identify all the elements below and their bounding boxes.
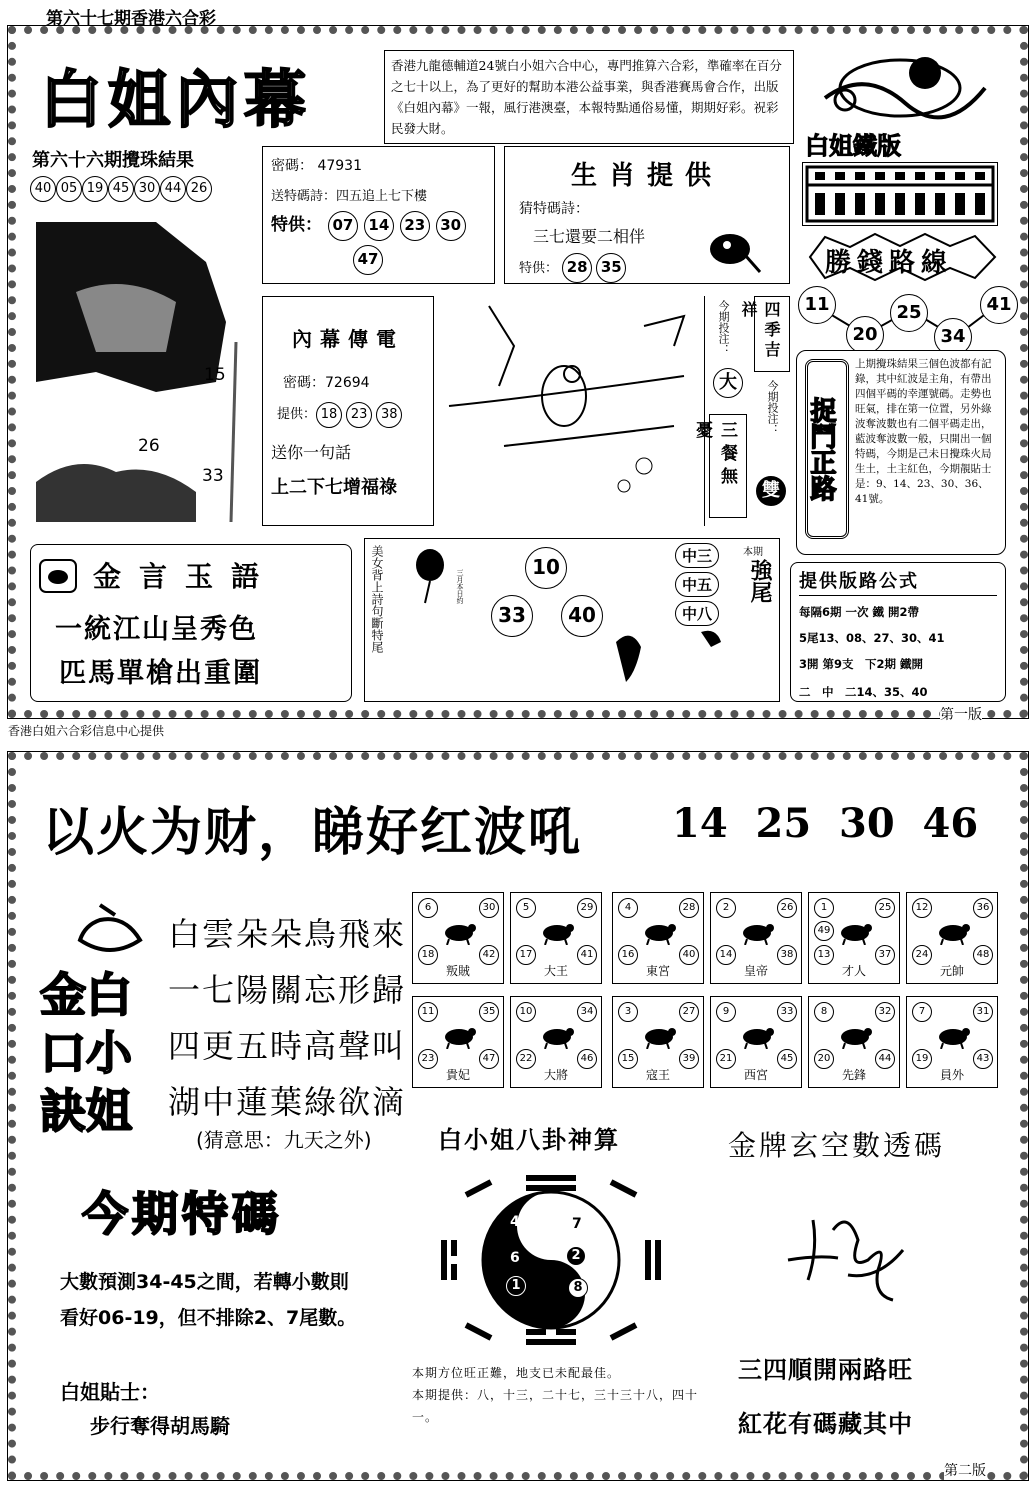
- headline-numbers: 14 25 30 46: [672, 800, 979, 847]
- zodiac-number: 44: [875, 1049, 895, 1069]
- zodiac-poem-label: 猜特碼詩：: [519, 201, 589, 217]
- zodiac-card: [612, 996, 704, 1088]
- zodiac-number: 36: [973, 898, 993, 918]
- zodiac-card: [808, 996, 900, 1088]
- formula-box: [790, 562, 1006, 702]
- zhong-item: 中三: [675, 543, 719, 568]
- zodiac-card: [412, 996, 504, 1088]
- zodiac-special-label: 特供：: [519, 261, 559, 276]
- zodiac-number: 45: [777, 1049, 797, 1069]
- poem-label: 送特碼詩：: [271, 189, 337, 204]
- zodiac-number: 3: [618, 1002, 638, 1022]
- zodiac-animal-icon: [837, 1023, 873, 1049]
- zodiac-number: 48: [973, 945, 993, 965]
- zodiac-number: 6: [418, 898, 438, 918]
- photo-number: 26: [138, 436, 160, 456]
- zodiac-number: 7: [912, 1002, 932, 1022]
- zhong-list: [675, 543, 719, 626]
- zodiac-number: 37: [875, 945, 895, 965]
- zodiac-animal-icon: [539, 919, 575, 945]
- money-road-header: [800, 232, 1000, 282]
- zodiac-name: 大王: [543, 964, 568, 978]
- beauty-box: [364, 538, 780, 702]
- zhong-item: 中五: [675, 572, 719, 597]
- poem-line: 白雲朵朵鳥飛來: [168, 915, 407, 953]
- strong-tail: 強尾: [747, 559, 773, 603]
- ink-lady-icon: [405, 545, 455, 605]
- bet-big: 大: [713, 368, 743, 398]
- zodiac-number: 35: [479, 1002, 499, 1022]
- road-ball: 20: [846, 316, 884, 354]
- zodiac-number: 28: [679, 898, 699, 918]
- zodiac-number: 23: [418, 1049, 438, 1069]
- special-label: 特供：: [271, 215, 322, 235]
- inside-ball: 18: [316, 402, 342, 428]
- gold-ingot-icon: [39, 559, 77, 593]
- money-road-title: 勝錢路線: [825, 248, 954, 278]
- zodiac-poem: 三七還要二相伴: [533, 227, 646, 246]
- poem-line: 四更五時高聲叫: [168, 1027, 407, 1065]
- special-ball: 23: [400, 211, 430, 241]
- issue-title: 第六十七期香港六合彩: [46, 9, 216, 29]
- zodiac-card: [710, 996, 802, 1088]
- bet-label-1: 今期投注：: [717, 300, 730, 355]
- zodiac-number: 14: [716, 945, 736, 965]
- zodiac-animal-icon: [641, 919, 677, 945]
- intro-text: 香港九龍德輔道24號白小姐六合中心，專門推算六合彩，準確率在百分之七十以上，為了更好的幫助本港公益事業，與香港賽馬會合作，出版《白姐內幕》一報，風行港澳臺，本報特點通俗易懂，期期好彩。祝彩民發大財。: [391, 58, 782, 136]
- secret-hint: (猜意思：九天之外): [196, 1128, 372, 1152]
- zodiac-animal-icon: [935, 919, 971, 945]
- special-ball: 07: [328, 211, 358, 241]
- zodiac-name: 東宮: [645, 964, 670, 978]
- zodiac-card: [510, 996, 602, 1088]
- bagua-number: 1: [506, 1276, 526, 1296]
- catch-title: 捉鬥正路: [805, 359, 849, 539]
- zodiac-number: 1: [814, 898, 834, 918]
- zodiac-animal-icon: [539, 1023, 575, 1049]
- inside-phrase: 上二下七增福祿: [271, 477, 397, 498]
- zodiac-number: 40: [679, 945, 699, 965]
- special-ball: 14: [364, 211, 394, 241]
- strong-label: 本期: [743, 547, 763, 558]
- bagua-diagram: [436, 1170, 666, 1350]
- zodiac-number: 9: [716, 1002, 736, 1022]
- formula-line-3: 3開 第9支 下2期 鐵開: [799, 657, 924, 671]
- zodiac-name: 先鋒: [841, 1068, 866, 1082]
- special-text: 大數預測34-45之間，若轉小數則看好06-19，但不排除2、7尾數。: [60, 1271, 357, 1329]
- zodiac-card: [710, 892, 802, 984]
- yin-yang-icon: [436, 1170, 666, 1350]
- zodiac-name: 大將: [543, 1068, 568, 1082]
- zodiac-name: 皇帝: [743, 964, 768, 978]
- zodiac-number: 21: [716, 1049, 736, 1069]
- road-ball: 34: [934, 318, 972, 356]
- gold-line-2: 紅花有碼藏其中: [738, 1410, 913, 1438]
- zodiac-animal-icon: [935, 1023, 971, 1049]
- bird-painting: [444, 296, 696, 526]
- snake-icon: [705, 227, 765, 277]
- zodiac-number: 25: [875, 898, 895, 918]
- catch-text: 上期攪珠結果三個色波都有記錄，其中紅波是主角，有帶出四個平碼的幸運號碼。走勢也旺氣，排在第一位置，另外綠波奪波數也有二個平碼走出，藍波奪波數一般，只開出一個特碼，今期是己未日攪珠火局生土，土主紅色，今期靚貼士是：9、14、23、30、36、41號。: [855, 358, 992, 505]
- zodiac-animal-icon: [441, 1023, 477, 1049]
- zodiac-number: 4: [618, 898, 638, 918]
- bagua-title: 白小姐八卦神算: [438, 1126, 620, 1154]
- bet-column-2: [739, 296, 792, 526]
- zodiac-number: 49: [814, 921, 834, 941]
- zodiac-name: 叛賊: [445, 964, 470, 978]
- zodiac-number: 46: [577, 1049, 597, 1069]
- zodiac-number: 24: [912, 945, 932, 965]
- zodiac-number: 34: [577, 1002, 597, 1022]
- zodiac-number: 32: [875, 1002, 895, 1022]
- bagua-number: 7: [572, 1216, 582, 1232]
- bagua-number: 6: [510, 1250, 520, 1266]
- zodiac-card: [612, 892, 704, 984]
- zodiac-card: [808, 892, 900, 984]
- zodiac-number: 41: [577, 945, 597, 965]
- headline: 以火为财，睇好红波吼: [42, 803, 583, 863]
- zodiac-number: 31: [973, 1002, 993, 1022]
- zodiac-number: 5: [516, 898, 536, 918]
- bagua-number: 4: [510, 1214, 520, 1230]
- zodiac-number: 17: [516, 945, 536, 965]
- zodiac-number: 16: [618, 945, 638, 965]
- zodiac-number: 18: [418, 945, 438, 965]
- zodiac-name: 西宮: [743, 1068, 768, 1082]
- special-ball: 47: [353, 245, 383, 275]
- zodiac-card: [906, 996, 998, 1088]
- zodiac-ball: 28: [562, 253, 592, 283]
- zodiac-animal-icon: [837, 919, 873, 945]
- result-ball: 05: [56, 176, 82, 202]
- last-results-title: 第六十六期攪珠結果: [32, 150, 194, 171]
- zodiac-number: 12: [912, 898, 932, 918]
- signature-image: [778, 1200, 908, 1310]
- bagua-text: [412, 1362, 712, 1428]
- gold-line-1: 三四順開兩路旺: [738, 1356, 913, 1384]
- result-ball: 45: [108, 176, 134, 202]
- inside-code: 72694: [325, 375, 370, 391]
- ingot-swirl-icon: [70, 900, 150, 960]
- zodiac-name: 才人: [841, 964, 866, 978]
- special-title: 今期特碼: [82, 1187, 282, 1241]
- secret-logo: 金白口小訣姐: [40, 968, 132, 1138]
- road-ball: 25: [890, 294, 928, 332]
- page-two-label: 第二版: [944, 1460, 986, 1480]
- zodiac-number: 22: [516, 1049, 536, 1069]
- result-ball: 44: [160, 176, 186, 202]
- inside-provide-label: 提供：: [277, 407, 317, 422]
- secret-poem: [168, 906, 406, 1130]
- code-box: [262, 146, 495, 284]
- zodiac-number: 29: [577, 898, 597, 918]
- result-ball: 26: [186, 176, 212, 202]
- result-ball: 40: [30, 176, 56, 202]
- zodiac-number: 2: [716, 898, 736, 918]
- zodiac-number: 38: [777, 945, 797, 965]
- abacus: [802, 162, 998, 226]
- zodiac-number: 8: [814, 1002, 834, 1022]
- beauty-ball: 10: [525, 547, 567, 589]
- poem-text: 四五追上七下樓: [336, 189, 428, 204]
- zodiac-name: 寇王: [645, 1068, 670, 1082]
- poem-line: 一七陽關忘形歸: [168, 971, 407, 1009]
- golden-line-2: 匹馬單槍出重圍: [59, 658, 262, 689]
- zodiac-number: 33: [777, 1002, 797, 1022]
- zodiac-number: 47: [479, 1049, 499, 1069]
- bet-label-2: 今期投注：: [766, 380, 779, 435]
- zodiac-name: 員外: [939, 1068, 964, 1082]
- photo-number: 33: [202, 466, 224, 486]
- logo-title: 白姐內幕: [40, 63, 313, 136]
- result-ball: 19: [82, 176, 108, 202]
- code-value: 47931: [317, 158, 362, 174]
- zodiac-name: 貴妃: [445, 1068, 470, 1082]
- zodiac-number: 11: [418, 1002, 438, 1022]
- zodiac-animal-icon: [739, 919, 775, 945]
- zodiac-animal-icon: [641, 1023, 677, 1049]
- fish-emblem: [805, 48, 1000, 158]
- beauty-label: 美女背上詩句斷特尾: [370, 545, 384, 653]
- bet-even: 雙: [756, 476, 786, 506]
- formula-line-2: 5尾13、08、27、30、41: [799, 631, 945, 645]
- golden-title: 金言玉語: [93, 560, 278, 593]
- zodiac-number: 42: [479, 945, 499, 965]
- road-ball: 41: [980, 286, 1018, 324]
- zhong-item: 中八: [675, 601, 719, 626]
- inside-code-label: 密碼：: [283, 375, 325, 391]
- photo-number: 15: [204, 365, 226, 385]
- zodiac-number: 30: [479, 898, 499, 918]
- zodiac-title: 生肖提供: [570, 161, 723, 191]
- road-ball: 11: [798, 286, 836, 324]
- zodiac-card: [906, 892, 998, 984]
- zodiac-number: 10: [516, 1002, 536, 1022]
- beauty-ball: 40: [561, 595, 603, 637]
- zodiac-name: 元帥: [939, 964, 964, 978]
- formula-line-4: 二 中 二14、35、40: [799, 685, 928, 699]
- catch-box: [796, 350, 1006, 555]
- bagua-number: 2: [566, 1246, 586, 1266]
- beauty-ball: 33: [491, 595, 533, 637]
- formula-line-1: 每隔6期 一次 鐵 開2帶: [799, 605, 920, 619]
- zodiac-box: [504, 146, 790, 284]
- zodiac-number: 20: [814, 1049, 834, 1069]
- ink-bird-icon: [611, 627, 731, 687]
- bagua-text-2: 本期提供：八，十三，二十七，三十三十八，四十一。: [412, 1388, 699, 1424]
- inside-ball: 38: [376, 402, 402, 428]
- zodiac-number: 19: [912, 1049, 932, 1069]
- edition-title: 白姐鐵版: [805, 131, 901, 160]
- zodiac-ball: 35: [596, 253, 626, 283]
- meal-box: 三餐無憂: [709, 414, 747, 518]
- abacus-icon: [803, 163, 997, 225]
- zodiac-card: [510, 892, 602, 984]
- zodiac-number: 39: [679, 1049, 699, 1069]
- zodiac-number: 15: [618, 1049, 638, 1069]
- beauty-center-text: 三月本日約: [456, 569, 464, 604]
- gold-title: 金牌玄空數透碼: [728, 1129, 946, 1162]
- zodiac-card: [412, 892, 504, 984]
- zodiac-number: 13: [814, 945, 834, 965]
- bagua-text-1: 本期方位旺正難，地支已未配最佳。: [412, 1366, 621, 1380]
- tips-label: 白姐貼士：: [60, 1380, 160, 1404]
- zodiac-number: 26: [777, 898, 797, 918]
- zodiac-number: 43: [973, 1049, 993, 1069]
- last-results-balls: [30, 176, 255, 202]
- result-ball: 30: [134, 176, 160, 202]
- inside-call-box: [262, 296, 434, 526]
- bagua-number: 8: [568, 1278, 588, 1298]
- formula-title: 提供版路公式: [799, 567, 997, 596]
- footer-left: 香港白姐六合彩信息中心提供: [8, 724, 165, 738]
- page-one-label: 第一版: [940, 704, 982, 724]
- golden-box: [30, 544, 352, 702]
- golden-line-1: 一統江山呈秀色: [55, 614, 258, 645]
- bet-column: [692, 296, 750, 526]
- special-ball: 30: [436, 211, 466, 241]
- inside-sub: 送你一句話: [271, 443, 352, 462]
- zodiac-number: 27: [679, 1002, 699, 1022]
- bird-branch-image: [444, 296, 696, 526]
- zodiac-animal-icon: [739, 1023, 775, 1049]
- inside-ball: 23: [346, 402, 372, 428]
- inside-call-title: 內幕傳電: [292, 327, 404, 351]
- intro-box: [384, 50, 794, 144]
- zodiac-animal-icon: [441, 919, 477, 945]
- poem-line: 湖中蓮葉綠欲滴: [168, 1083, 407, 1121]
- season-box: 四季吉祥: [754, 296, 790, 372]
- code-label: 密碼：: [271, 158, 313, 174]
- tips-text: 步行奪得胡馬騎: [90, 1414, 230, 1438]
